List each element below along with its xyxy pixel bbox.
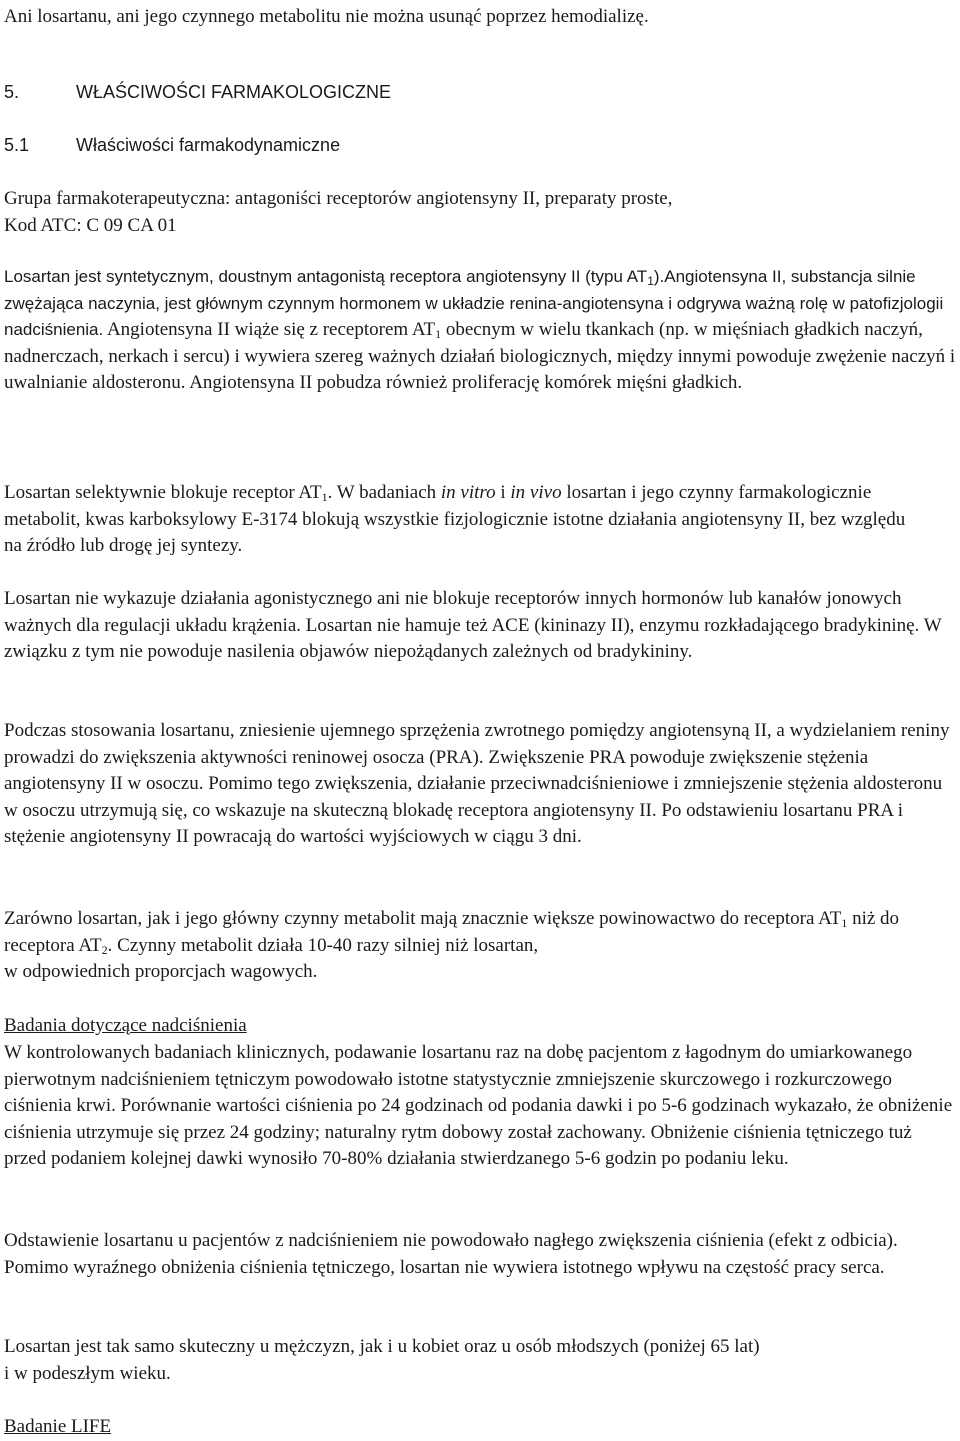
section-heading-5 (4, 80, 391, 104)
paragraph-hemodialysis: Ani losartanu, ani jego czynnego metabolitu nie można usunąć poprzez hemodializę. (4, 6, 649, 27)
paragraph-pharmacotherapeutic-group (4, 186, 954, 239)
paragraph-mechanism: Losartan jest syntetycznym, doustnym antagonistą receptora angiotensyny II (typu $AT_1).Angiotensyna$ II, substancja silnie zwężająca naczynia, jest głównym czynnym hormonem w układzie renina-angiotensyna i odgrywa ważną rolę w patofizjologii nadciśnienia. Angiotensyna II wiąże się z receptorem $AT_1$ obecnym w wielu tkankach (np. w mięśniach gładkich naczyń, nadnerczach, nerkach i sercu) i wywiera szereg ważnych działań biologicznych, między innymi powoduje zwężenie naczyń i uwalnianie aldosteronu. Angiotensyna II pobudza również proliferację komórek mięśni gładkich. (4, 267, 956, 393)
paragraph-receptor-affinity: Zarówno losartan, jak i jego główny czynny metabolit mają znacznie większe powinowactwo do receptora $AT_1$ niż do receptora $AT_2$. Czynny metabolit działa 10-40 razy silniej niż losartan, w odpowiednich proporcjach wagowych. (4, 908, 900, 982)
paragraph-efficacy-groups: Losartan jest tak samo skuteczny u mężczyzn, jak i u kobiet oraz u osób młodszych (poniżej 65 lat) i w podeszłym wieku. (4, 1336, 760, 1384)
section-number: 5. (4, 82, 20, 102)
section-heading-5-1 (4, 133, 340, 157)
mechanism-intro: Losartan jest syntetycznym, doustnym antagonistą receptora angiotensyny II (typu $AT_1).Angiotensyna$ II, substancja silnie zwężająca naczynia, jest głównym czynnym hormonem w układzie renina-angiotensyna i odgrywa ważną rolę w patofizjologii nadciśnienia. (4, 267, 944, 339)
section-title: Właściwości farmakodynamiczne (76, 135, 341, 155)
paragraph-plasma-renin-activity: Podczas stosowania losartanu, zniesienie ujemnego sprzężenia zwrotnego pomiędzy angiotensyną II, a wydzielaniem reniny prowadzi do zwiększenia aktywności reninowej osocza (PRA). Zwiększenie PRA powoduje zwiększenie stężenia angiotensyny II w osoczu. Pomimo tego zwiększenia, działanie przeciwnadciśnieniowe i zmniejszenie stężenia aldosteronu w osoczu utrzymują się, co wskazuje na skuteczną blokadę receptora angiotensyny II. Po odstawieniu losartanu PRA i stężenie angiotensyny II powracają do wartości wyjściowych w ciągu 3 dni. (4, 720, 950, 847)
paragraph-no-agonist-activity: Losartan nie wykazuje działania agonistycznego ani nie blokuje receptorów innych hormonów lub kanałów jonowych ważnych dla regulacji układu krążenia. Losartan nie hamuje też ACE (kininazy II), enzymu rozkładającego bradykininę. W związku z tym nie powoduje nasilenia objawów niepożądanych zależnych od bradykininy. (4, 588, 942, 662)
subheading-life-study: Badanie LIFE (4, 1416, 112, 1437)
atc-code-line: Kod ATC: C 09 CA 01 (4, 214, 177, 236)
subheading-hypertension-studies: Badania dotyczące nadciśnienia (4, 1015, 247, 1036)
group-line: Grupa farmakoterapeutyczna: antagoniści receptorów angiotensyny II, preparaty proste, (4, 188, 673, 209)
paragraph-controlled-studies: W kontrolowanych badaniach klinicznych, podawanie losartanu raz na dobę pacjentom z łagodnym do umiarkowanego pierwotnym nadciśnieniem tętniczym powodowało istotne statystycznie zmniejszenie skurczowego i rozkurczowego ciśnienia krwi. Porównanie wartości ciśnienia po 24 godzinach od podania dawki i po 5-6 godzinach wykazało, że obniżenie ciśnienia utrzymuje się przez 24 godziny; naturalny rytm dobowy został zachowany. Obniżenie ciśnienia tętniczego tuż przed podaniem kolejnej dawki wynosiło 70-80% działania stwierdzanego 5-6 godzin po podaniu leku. (4, 1042, 953, 1169)
section-title: WŁAŚCIWOŚCI FARMAKOLOGICZNE (76, 82, 392, 102)
paragraph-selective-blockade: Losartan selektywnie blokuje receptor $AT_1$. W badaniach in vitro i in vivo losartan i jego czynny farmakologicznie metabolit, kwas karboksylowy E-3174 blokują wszystkie fizjologicznie istotne działania angiotensyny II, bez względu na źródło lub drogę jej syntezy. (4, 482, 906, 556)
section-number: 5.1 (4, 135, 30, 155)
paragraph-withdrawal: Odstawienie losartanu u pacjentów z nadciśnieniem nie powodowało nagłego zwiększenia ciśnienia (efekt z odbicia). Pomimo wyraźnego obniżenia ciśnienia tętniczego, losartan nie wywiera istotnego wpływu na częstość pracy serca. (4, 1230, 898, 1278)
